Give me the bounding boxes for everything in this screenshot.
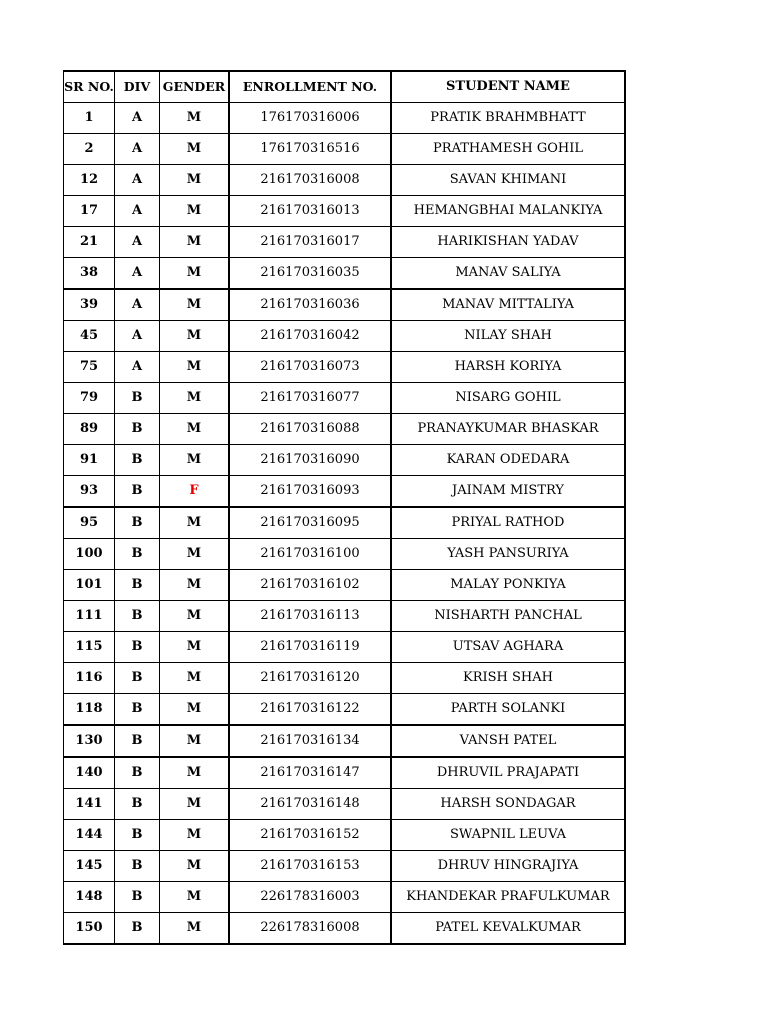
cell-div: A [115,196,160,227]
cell-student-name: PRATIK BRAHMBHATT [391,103,625,134]
cell-gender: M [160,789,230,820]
table-row [64,851,626,882]
cell-gender: M [160,851,230,882]
cell-sr-no: 95 [64,507,115,539]
cell-student-name: PRANAYKUMAR BHASKAR [391,414,625,445]
cell-enrollment-no: 216170316102 [229,570,391,601]
cell-gender: M [160,507,230,539]
table-row [64,632,626,663]
cell-enrollment-no: 216170316077 [229,383,391,414]
cell-div: B [115,632,160,663]
cell-enrollment-no: 226178316003 [229,882,391,913]
cell-enrollment-no: 216170316147 [229,757,391,789]
table-row [64,913,626,945]
cell-gender: M [160,196,230,227]
cell-div: B [115,913,160,945]
cell-enrollment-no: 176170316516 [229,134,391,165]
table-row [64,539,626,570]
cell-enrollment-no: 216170316013 [229,196,391,227]
cell-gender: M [160,632,230,663]
cell-enrollment-no: 216170316093 [229,476,391,508]
table-row [64,663,626,694]
cell-sr-no: 45 [64,321,115,352]
student-list-sheet [63,70,620,945]
cell-gender: M [160,258,230,290]
cell-student-name: NISHARTH PANCHAL [391,601,625,632]
cell-div: A [115,289,160,321]
cell-enrollment-no: 216170316008 [229,165,391,196]
cell-enrollment-no: 216170316073 [229,352,391,383]
header-sr-no: SR NO. [64,71,115,103]
cell-enrollment-no: 216170316152 [229,820,391,851]
cell-student-name: DHRUV HINGRAJIYA [391,851,625,882]
cell-gender: M [160,820,230,851]
cell-enrollment-no: 216170316088 [229,414,391,445]
cell-sr-no: 141 [64,789,115,820]
table-row [64,196,626,227]
table-row [64,414,626,445]
cell-div: A [115,103,160,134]
table-row [64,321,626,352]
cell-div: A [115,165,160,196]
cell-sr-no: 12 [64,165,115,196]
table-row [64,570,626,601]
cell-gender: M [160,321,230,352]
header-row [64,71,626,103]
cell-sr-no: 38 [64,258,115,290]
table-row [64,352,626,383]
cell-enrollment-no: 216170316148 [229,789,391,820]
table-row [64,820,626,851]
cell-student-name: MANAV MITTALIYA [391,289,625,321]
cell-div: B [115,539,160,570]
cell-sr-no: 79 [64,383,115,414]
cell-gender: M [160,757,230,789]
cell-student-name: HARSH SONDAGAR [391,789,625,820]
table-row [64,507,626,539]
cell-enrollment-no: 216170316153 [229,851,391,882]
table-row [64,694,626,726]
cell-gender: M [160,103,230,134]
cell-div: A [115,134,160,165]
cell-student-name: PRIYAL RATHOD [391,507,625,539]
cell-sr-no: 130 [64,725,115,757]
cell-div: A [115,321,160,352]
cell-sr-no: 140 [64,757,115,789]
cell-div: A [115,352,160,383]
cell-sr-no: 93 [64,476,115,508]
cell-sr-no: 144 [64,820,115,851]
cell-sr-no: 116 [64,663,115,694]
cell-enrollment-no: 216170316120 [229,663,391,694]
cell-sr-no: 91 [64,445,115,476]
cell-enrollment-no: 176170316006 [229,103,391,134]
table-row [64,383,626,414]
cell-student-name: HEMANGBHAI MALANKIYA [391,196,625,227]
cell-sr-no: 145 [64,851,115,882]
cell-sr-no: 21 [64,227,115,258]
cell-enrollment-no: 216170316100 [229,539,391,570]
cell-gender: M [160,601,230,632]
cell-div: B [115,694,160,726]
cell-div: B [115,445,160,476]
cell-enrollment-no: 216170316095 [229,507,391,539]
table-header [64,71,626,103]
cell-gender: M [160,383,230,414]
table-row [64,134,626,165]
cell-div: B [115,414,160,445]
cell-student-name: SWAPNIL LEUVA [391,820,625,851]
cell-enrollment-no: 216170316122 [229,694,391,726]
table-row [64,258,626,290]
cell-div: B [115,663,160,694]
cell-student-name: MALAY PONKIYA [391,570,625,601]
cell-student-name: PATEL KEVALKUMAR [391,913,625,945]
cell-enrollment-no: 216170316090 [229,445,391,476]
cell-sr-no: 150 [64,913,115,945]
cell-sr-no: 118 [64,694,115,726]
cell-enrollment-no: 216170316017 [229,227,391,258]
cell-student-name: NISARG GOHIL [391,383,625,414]
cell-student-name: PARTH SOLANKI [391,694,625,726]
cell-enrollment-no: 216170316119 [229,632,391,663]
cell-sr-no: 75 [64,352,115,383]
cell-gender: M [160,570,230,601]
cell-gender: M [160,289,230,321]
cell-sr-no: 17 [64,196,115,227]
cell-sr-no: 100 [64,539,115,570]
table-row [64,725,626,757]
cell-student-name: PRATHAMESH GOHIL [391,134,625,165]
cell-div: B [115,570,160,601]
cell-gender: M [160,165,230,196]
cell-enrollment-no: 216170316042 [229,321,391,352]
cell-gender: M [160,445,230,476]
cell-sr-no: 2 [64,134,115,165]
cell-student-name: UTSAV AGHARA [391,632,625,663]
cell-enrollment-no: 216170316036 [229,289,391,321]
cell-sr-no: 89 [64,414,115,445]
cell-sr-no: 111 [64,601,115,632]
table-row [64,445,626,476]
cell-div: B [115,601,160,632]
cell-div: B [115,851,160,882]
cell-student-name: KHANDEKAR PRAFULKUMAR [391,882,625,913]
header-div: DIV [115,71,160,103]
header-gender: GENDER [160,71,230,103]
cell-div: B [115,507,160,539]
header-student-name: STUDENT NAME [391,71,625,103]
cell-student-name: VANSH PATEL [391,725,625,757]
cell-div: B [115,757,160,789]
cell-div: B [115,725,160,757]
table-row [64,165,626,196]
cell-gender: M [160,913,230,945]
cell-gender: M [160,882,230,913]
cell-student-name: HARIKISHAN YADAV [391,227,625,258]
cell-div: B [115,476,160,508]
cell-gender: M [160,725,230,757]
table-row [64,289,626,321]
table-row [64,103,626,134]
cell-gender: M [160,352,230,383]
cell-sr-no: 39 [64,289,115,321]
table-row [64,789,626,820]
cell-gender: M [160,134,230,165]
table-row [64,757,626,789]
cell-student-name: DHRUVIL PRAJAPATI [391,757,625,789]
student-table [63,70,626,945]
cell-div: B [115,383,160,414]
cell-student-name: MANAV SALIYA [391,258,625,290]
cell-enrollment-no: 216170316113 [229,601,391,632]
cell-div: B [115,820,160,851]
cell-enrollment-no: 226178316008 [229,913,391,945]
cell-student-name: KARAN ODEDARA [391,445,625,476]
cell-student-name: HARSH KORIYA [391,352,625,383]
header-enrollment-no: ENROLLMENT NO. [229,71,391,103]
table-row [64,227,626,258]
cell-enrollment-no: 216170316035 [229,258,391,290]
cell-div: B [115,789,160,820]
cell-sr-no: 148 [64,882,115,913]
table-body [64,103,626,945]
cell-gender: M [160,227,230,258]
cell-div: A [115,227,160,258]
cell-div: B [115,882,160,913]
cell-gender: M [160,414,230,445]
cell-student-name: KRISH SHAH [391,663,625,694]
cell-student-name: NILAY SHAH [391,321,625,352]
cell-enrollment-no: 216170316134 [229,725,391,757]
cell-sr-no: 101 [64,570,115,601]
cell-sr-no: 1 [64,103,115,134]
cell-gender: F [160,476,230,508]
cell-gender: M [160,539,230,570]
cell-div: A [115,258,160,290]
table-row [64,882,626,913]
cell-student-name: JAINAM MISTRY [391,476,625,508]
cell-student-name: SAVAN KHIMANI [391,165,625,196]
cell-sr-no: 115 [64,632,115,663]
cell-gender: M [160,663,230,694]
cell-student-name: YASH PANSURIYA [391,539,625,570]
table-row [64,601,626,632]
table-row [64,476,626,508]
cell-gender: M [160,694,230,726]
